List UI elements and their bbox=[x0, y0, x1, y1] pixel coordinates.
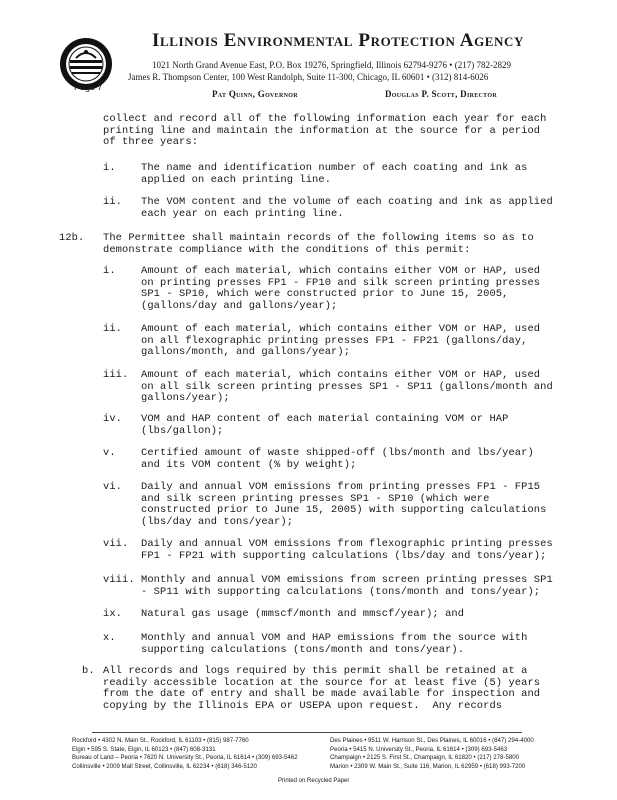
footer-offices-left bbox=[72, 737, 298, 771]
list-a-number-1: i. bbox=[103, 162, 116, 174]
list-b-number-4: iv. bbox=[103, 413, 123, 425]
footer-divider bbox=[92, 732, 522, 733]
list-b-text-4: VOM and HAP content of each material containing VOM or HAP (lbs/gallon); bbox=[141, 413, 509, 437]
intro-paragraph: collect and record all of the following information each year for each printing line and maintain the information at the source for a period of three years: bbox=[103, 113, 547, 149]
list-b-number-6: vi. bbox=[103, 481, 123, 493]
section-12b-text: The Permittee shall maintain records of the following items so as to demonstrate compliance with the conditions of this permit: bbox=[103, 232, 534, 256]
list-b-number-2: ii. bbox=[103, 323, 123, 335]
footer-offices-left-text: Rockford • 4302 N. Main St., Rockford, IL 61103 • (815) 987-7760 Elgin • 595 S. State, Elgin, IL 60123 • (847) 608-3131 Bureau of Land – Peoria • 7620 N. University St., Peoria, IL 61614 • (309) 693-5462 Collinsville • 2009 Mall Street, Collinsville, IL 62234 • (618) 346-5120 bbox=[72, 737, 298, 770]
list-b-text-9: Natural gas usage (mmscf/month and mmscf/year); and bbox=[141, 608, 465, 620]
list-b-number-1: i. bbox=[103, 265, 116, 277]
agency-name bbox=[152, 30, 524, 52]
item-b-text: All records and logs required by this permit shall be retained at a readily accessible location at the source for at least five (5) years from the date of entry and shall be made available for inspection and copying by the Illinois EPA or USEPA upon request. Any records bbox=[103, 665, 541, 712]
footer-offices-right bbox=[330, 737, 534, 771]
list-b-number-9: ix. bbox=[103, 608, 123, 620]
list-b-number-10: x. bbox=[103, 632, 116, 644]
recycled-paper-note: Printed on Recycled Paper bbox=[278, 778, 350, 784]
list-b-number-5: v. bbox=[103, 447, 116, 459]
list-b-number-3: iii. bbox=[103, 369, 129, 381]
list-b-text-10: Monthly and annual VOM and HAP emissions from the source with supporting calculations (tons/month and tons/year). bbox=[141, 632, 528, 656]
address-line-2: James R. Thompson Center, 100 West Randolph, Suite 11-300, Chicago, IL 60601 • (312) 814-6026 bbox=[128, 72, 489, 82]
section-12b-number: 12b. bbox=[59, 232, 85, 244]
list-b-text-3: Amount of each material, which contains either VOM or HAP, used on all silk screen printing presses SP1 - SP11 (gallons/month and gallons/year); bbox=[141, 369, 553, 405]
governor-name: Pat Quinn, Governor bbox=[212, 89, 298, 99]
director-name: Douglas P. Scott, Director bbox=[385, 89, 497, 99]
page-number: Page 7 bbox=[74, 82, 103, 92]
list-b-text-6: Daily and annual VOM emissions from printing presses FP1 - FP15 and silk screen printing presses SP1 - SP10 (which were constructed prior to June 15, 2005) with supporting calculations (lbs/day and tons/year); bbox=[141, 481, 547, 528]
list-a-number-2: ii. bbox=[103, 196, 123, 208]
footer-offices-right-text: Des Plaines • 9511 W. Harrison St., Des Plaines, IL 60016 • (847) 294-4000 Peoria • 5415 N. University St., Peoria, IL 61614 • (309) 693-5463 Champaign • 2125 S. First St., Champaign, IL 61820 • (217) 278-5800 Marion • 2309 W. Main St., Suite 116, Marion, IL 62959 • (618) 993-7200 bbox=[330, 737, 534, 770]
list-b-number-8: viii. bbox=[103, 574, 135, 586]
list-b-text-5: Certified amount of waste shipped-off (lbs/month and lbs/year) and its VOM content (% by weight); bbox=[141, 447, 534, 471]
list-b-text-1: Amount of each material, which contains either VOM or HAP, used on printing presses FP1 - FP10 and silk screen printing presses SP1 - SP10, which were constructed prior to June 15, 2005, (gallons/day and gallons/year); bbox=[141, 265, 541, 312]
address-line-1: 1021 North Grand Avenue East, P.O. Box 19276, Springfield, Illinois 62794-9276 • (217) 782-2829 bbox=[152, 60, 511, 70]
list-a-text-2: The VOM content and the volume of each coating and ink as applied each year on each printing line. bbox=[141, 196, 553, 220]
item-b-number: b. bbox=[82, 665, 95, 677]
list-b-text-2: Amount of each material, which contains either VOM or HAP, used on all flexographic printing presses FP1 - FP21 (gallons/day, gallons/month, and gallons/year); bbox=[141, 323, 541, 359]
list-b-text-8: Monthly and annual VOM emissions from screen printing presses SP1 - SP11 with supporting calculations (tons/month and tons/year); bbox=[141, 574, 553, 598]
list-a-text-1: The name and identification number of each coating and ink as applied on each printing line. bbox=[141, 162, 528, 186]
agency-name-text: Illinois Environmental Protection Agency bbox=[152, 30, 525, 51]
list-b-number-7: vii. bbox=[103, 538, 129, 550]
list-b-text-7: Daily and annual VOM emissions from flexographic printing presses FP1 - FP21 with supporting calculations (lbs/day and tons/year); bbox=[141, 538, 553, 562]
